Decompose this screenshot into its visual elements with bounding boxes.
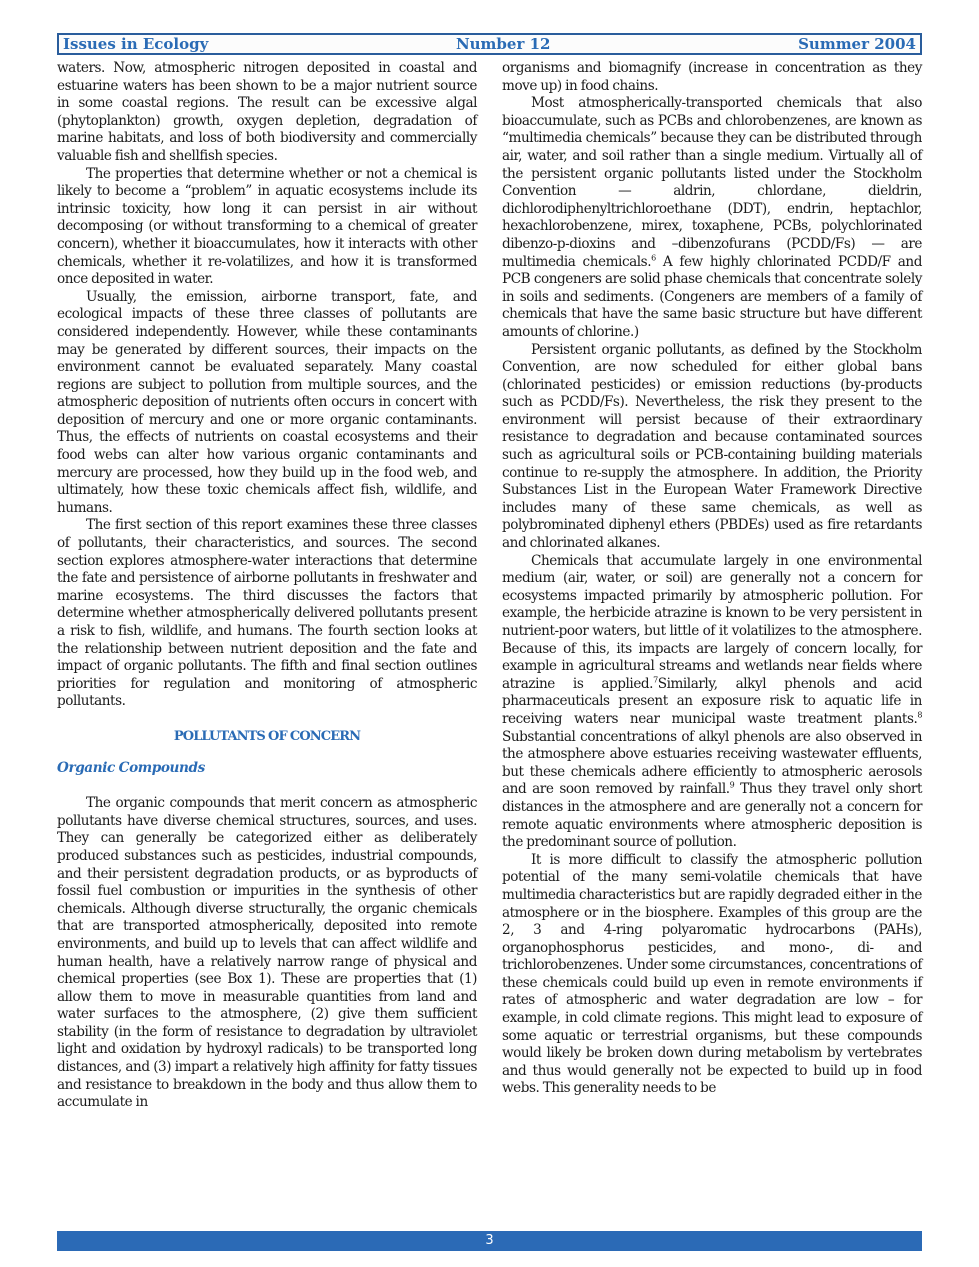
paragraph: The first section of this report examines these three classes of pollutants, their characteristics, and sources. The second section explores atmosphere-water interactions that determine the fate and persistence of airborne pollutants in freshwater and marine ecosystems. The third discusses the factors that determine whether atmospherically delivered pollutants present a risk to fish, wildlife, and humans. The fourth section looks at the relationship between nutrient deposition and the fate and impact of organic pollutants. The fifth and final section outlines priorities for regulation and monitoring of atmospheric pollutants. bbox=[57, 517, 477, 710]
paragraph bbox=[502, 95, 922, 341]
text-run: Most atmospherically-transported chemicals that also bioaccumulate, such as PCBs and chlorobenzenes, are known as “multimedia chemicals” because they can be distributed through air, water, and soil rather than a single medium. Virtually all of the persistent organic pollutants listed under the Stockholm Convention — aldrin, chlordane, dieldrin, dichlorodiphenyltrichloroethane (DDT), endrin, heptachlor, hexachlorobenzene, mirex, toxaphene, PCBs, polychlorinated dibenzo-p-dioxins and –dibenzofurans (PCDD/Fs) — are multimedia chemicals. bbox=[502, 95, 922, 270]
running-header bbox=[57, 33, 922, 55]
text-run: Substantial concentrations of alkyl phenols are also observed in the atmosphere above estuaries receiving wastewater effluents, but these chemicals adhere efficiently to atmospheric aerosols and are soon removed by rainfall. bbox=[502, 728, 922, 798]
issue-number: Number 12 bbox=[455, 35, 551, 53]
left-column bbox=[57, 60, 477, 1112]
section-heading: POLLUTANTS OF CONCERN bbox=[173, 728, 361, 744]
text-run: Thus they travel only short distances in the atmosphere and are generally not a concern for remote aquatic environments where atmospheric deposition is the predominant source of pollution. bbox=[502, 781, 922, 851]
reference-marker: 9 bbox=[729, 780, 735, 790]
issue-season: Summer 2004 bbox=[798, 35, 916, 53]
paragraph: The organic compounds that merit concern as atmospheric pollutants have diverse chemical structures, sources, and uses. They can generally be categorized either as deliberately produced substances such as pesticides, industrial compounds, and their persistent degradation products, or as byproducts of fossil fuel combustion or impurities in the synthesis of other chemicals. Although diverse structurally, the organic chemicals that are transported atmospherically, deposited into remote environments, and build up to levels that can affect wildlife and human health, have a relatively narrow range of physical and chemical properties (see Box 1). These are properties that (1) allow them to move in measurable quantities from land and water surfaces to the atmosphere, (2) give them sufficient stability (in the form of resistance to degradation by ultraviolet light and oxidation by hydroxyl radicals) to be transported long distances, and (3) impart a relatively high affinity for fatty tissues and resistance to breakdown in the body and thus allow them to accumulate in bbox=[57, 795, 477, 1111]
reference-marker: 7 bbox=[653, 675, 658, 685]
paragraph bbox=[502, 553, 922, 852]
right-column bbox=[502, 60, 922, 1098]
text-run: A few highly chlorinated PCDD/F and PCB congeners are solid phase chemicals that concentrate solely in soils and sediments. (Congeners are members of a family of chemicals that have the same basic structure but have different amounts of chlorine.) bbox=[502, 253, 922, 340]
page-footer bbox=[57, 1231, 922, 1251]
paragraph: Persistent organic pollutants, as defined by the Stockholm Convention, are now scheduled for either global bans (chlorinated pesticides) or emission reductions (by-products such as PCDD/Fs). Nevertheless, the risk they present to the environment will persist because of their extraordinary resistance to degradation and because contaminated sources such as agricultural soils or PCB-containing building materials continue to re-supply the atmosphere. In addition, the Priority Substances List in the European Water Framework Directive includes many of these same chemicals, as well as polybrominated diphenyl ethers (PBDEs) used as fire retardants and chlorinated alkanes. bbox=[502, 341, 922, 552]
paragraph: waters. Now, atmospheric nitrogen deposited in coastal and estuarine waters has been shown to be a major nutrient source in some coastal regions. The result can be excessive algal (phytoplankton) growth, oxygen depletion, degradation of marine habitats, and loss of both biodiversity and commercially valuable fish and shellfish species. bbox=[57, 60, 477, 164]
paragraph: Usually, the emission, airborne transport, fate, and ecological impacts of these three classes of pollutants are considered independently. However, while these contaminants may be generated by different sources, their impacts on the environment cannot be evaluated separately. Many coastal regions are subject to pollution from multiple sources, and the atmospheric deposition of nutrients often occurs in concert with deposition of mercury and one or more organic contaminants. Thus, the effects of nutrients on coastal ecosystems and their food webs can alter how various organic contaminants and mercury are processed, how they build up in the food web, and ultimately, how these toxic chemicals affect fish, wildlife, and humans. bbox=[57, 288, 477, 516]
journal-title: Issues in Ecology bbox=[63, 35, 209, 53]
reference-marker: 8 bbox=[917, 710, 922, 720]
text-run: Similarly, alkyl phenols and acid pharmaceuticals present an exposure risk to aquatic life in receiving waters near municipal waste treatment plants. bbox=[502, 675, 923, 727]
subsection-heading: Organic Compounds bbox=[57, 759, 205, 776]
paragraph: It is more difficult to classify the atmospheric pollution potential of the many semi-volatile chemicals that have multimedia characteristics but are rapidly degraded either in the atmosphere or in the biosphere. Examples of this group are the 2, 3 and 4-ring polyaromatic hydrocarbons (PAHs), organophosphorus pesticides, and mono-, di- and trichlorobenzenes. Under some circumstances, concentrations of these chemicals could build up even in remote environments if rates of atmospheric and water degradation are low – for example, in cold climate regions. This might lead to exposure of some aquatic or terrestrial organisms, but these compounds would likely be broken down during metabolism by vertebrates and thus would generally not be expected to build up in food webs. This generality needs to be bbox=[502, 851, 922, 1097]
paragraph: organisms and biomagnify (increase in concentration as they move up) in food chains. bbox=[502, 60, 922, 94]
text-run: Chemicals that accumulate largely in one environmental medium (air, water, or soil) are generally not a concern for ecosystems impacted primarily by atmospheric pollution. For example, the herbicide atrazine is known to be very persistent in nutrient-poor waters, but little of it volatilizes to the atmosphere. Because of this, its impacts are largely of concern locally, for example in agricultural streams and wetlands near fields where atrazine is applied. bbox=[502, 552, 922, 692]
page-number: 3 bbox=[485, 1233, 494, 1248]
reference-marker: 6 bbox=[651, 253, 656, 262]
paragraph: The properties that determine whether or not a chemical is likely to become a “problem” in aquatic ecosystems include its intrinsic toxicity, how long it can persist in air without decomposing (or without transforming to a chemical of greater concern), whether it bioaccumulates, how it interacts with other chemicals, whether it re-volatilizes, and how it is transformed once deposited in water. bbox=[57, 165, 477, 288]
